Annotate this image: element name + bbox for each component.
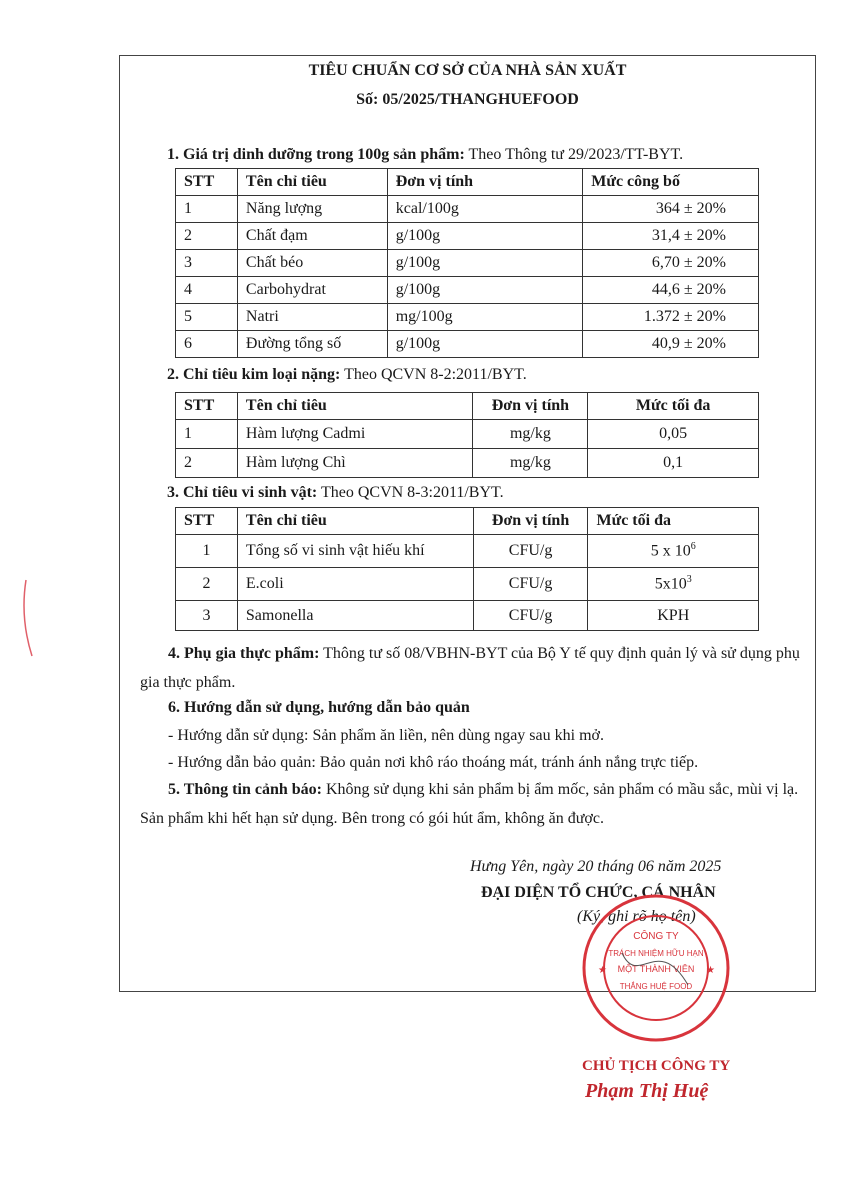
document-title: TIÊU CHUẨN CƠ SỞ CỦA NHÀ SẢN XUẤT [308, 62, 627, 79]
section2-heading: 2. Chỉ tiêu kim loại nặng: Theo QCVN 8-2:2011/BYT. [167, 366, 527, 383]
svg-text:TRÁCH NHIỆM HỮU HẠN: TRÁCH NHIỆM HỮU HẠN [608, 949, 704, 958]
section3-heading: 3. Chỉ tiêu vi sinh vật: Theo QCVN 8-3:2011/BYT. [167, 484, 504, 501]
place-date: Hưng Yên, ngày 20 tháng 06 năm 2025 [470, 858, 722, 875]
company-stamp [578, 893, 734, 1043]
table-row: 1 Năng lượng kcal/100g 364 ± 20% [176, 196, 759, 223]
table-row: 4 Carbohydrat g/100g 44,6 ± 20% [176, 277, 759, 304]
representative-title: ĐẠI DIỆN TỔ CHỨC, CÁ NHÂN [481, 884, 716, 901]
section6-heading: 6. Hướng dẫn sử dụng, hướng dẫn bảo quản [168, 699, 470, 716]
svg-text:★: ★ [598, 965, 607, 976]
storage-instruction: - Hướng dẫn bảo quản: Bảo quản nơi khô ráo thoáng mát, tránh ánh nắng trực tiếp. [168, 754, 699, 771]
table-row: 1 Tổng số vi sinh vật hiếu khí CFU/g 5 x $10^6$ [176, 535, 759, 568]
nutrition-table [175, 168, 759, 358]
table-row: 3 Chất béo g/100g 6,70 ± 20% [176, 250, 759, 277]
table-row: 2 Hàm lượng Chì mg/kg 0,1 [176, 449, 759, 478]
table-row: 6 Đường tổng số g/100g 40,9 ± 20% [176, 331, 759, 358]
section5-paragraph: 5. Thông tin cảnh báo: Không sử dụng khi sản phẩm bị ẩm mốc, sản phẩm có mầu sắc, mùi vị lạ. Sản phẩm khi hết hạn sử dụng. Bên trong có gói hút ẩm, không ăn được. [140, 781, 799, 827]
microbiology-table [175, 507, 759, 631]
table-row: 2 Chất đạm g/100g 31,4 ± 20% [176, 223, 759, 250]
svg-text:THẮNG HUỆ FOOD: THẮNG HUỆ FOOD [619, 982, 693, 991]
usage-instruction: - Hướng dẫn sử dụng: Sản phẩm ăn liền, nên dùng ngay sau khi mở. [168, 727, 604, 744]
table-header-row: STT Tên chỉ tiêu Đơn vị tính Mức tối đa [176, 393, 759, 420]
document-number: Số: 05/2025/THANGHUEFOOD [356, 91, 579, 108]
svg-text:MỘT THÀNH VIÊN: MỘT THÀNH VIÊN [617, 964, 695, 974]
section4-paragraph: 4. Phụ gia thực phẩm: Thông tư số 08/VBHN-BYT của Bộ Y tế quy định quản lý và sử dụng phụ gia thực phẩm. [140, 645, 800, 691]
table-row: 3 Samonella CFU/g KPH [176, 601, 759, 631]
margin-mark [18, 578, 38, 663]
signatory-name: Phạm Thị Huệ [585, 1080, 709, 1102]
sign-note: (Ký, ghi rõ họ tên) [577, 908, 696, 925]
position-title: CHỦ TỊCH CÔNG TY [582, 1058, 731, 1074]
table-row: 1 Hàm lượng Cadmi mg/kg 0,05 [176, 420, 759, 449]
svg-text:CÔNG TY: CÔNG TY [633, 931, 679, 942]
table-header-row: STT Tên chỉ tiêu Đơn vị tính Mức công bố [176, 169, 759, 196]
section1-heading: 1. Giá trị dinh dưỡng trong 100g sản phẩm: Theo Thông tư 29/2023/TT-BYT. [167, 146, 684, 163]
table-row: 2 E.coli CFU/g $5x10^3$ [176, 568, 759, 601]
svg-text:★: ★ [706, 965, 715, 976]
heavy-metal-table [175, 392, 759, 478]
table-row: 5 Natri mg/100g 1.372 ± 20% [176, 304, 759, 331]
table-header-row: STT Tên chỉ tiêu Đơn vị tính Mức tối đa [176, 508, 759, 535]
